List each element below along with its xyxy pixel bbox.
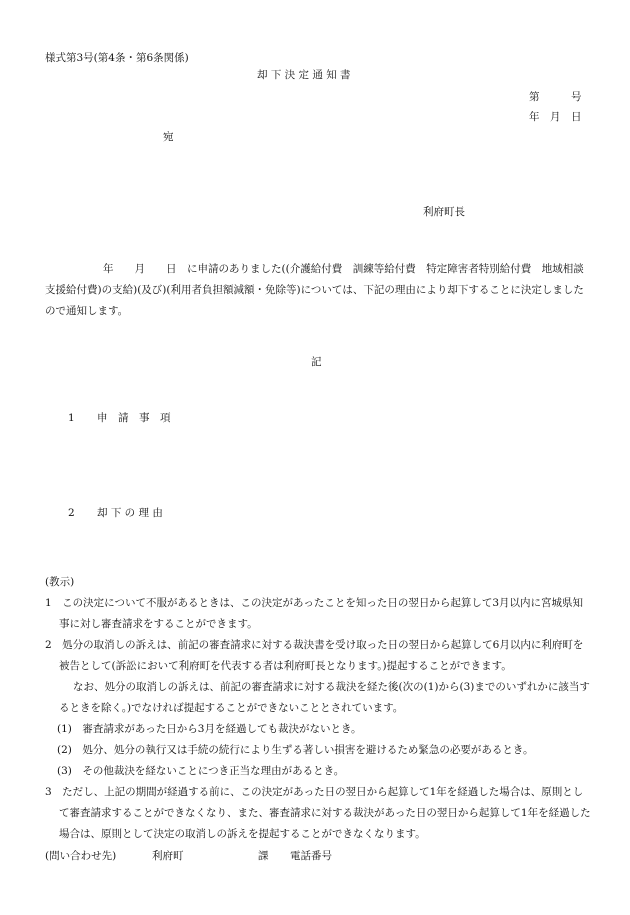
notice-sub-3: (3) その他裁決を経ないことにつき正当な理由があるとき。 [57, 765, 345, 777]
notice-sub-2: (2) 処分、処分の執行又は手続の続行により生ずる著しい損害を避けるため緊急の必要があるとき。 [57, 744, 534, 756]
document-number: 第 号 [529, 91, 582, 103]
body-lead: 年 月 日 に申請のありました((介護給付費 訓練等給付費 特定障害者特別給付費 地域相談支援給付費)の支給)(及び)(利用者負担額減額・免除等)については、下記の理由により却下することに決定しましたので通知します。 [45, 263, 584, 317]
item-1-label: 申 請 事 項 [97, 412, 171, 424]
item-1-number: 1 [68, 412, 75, 424]
ki-heading: 記 [311, 356, 322, 368]
item-2-number: 2 [68, 507, 75, 519]
notice-paragraph-2b: なお、処分の取消しの訴えは、前記の審査請求に対する裁決を経た後(次の(1)から(3)までのいずれかに該当するときを除く。)でなければ提起することができないこととされています。 [59, 681, 590, 714]
notice-sub-1: (1) 審査請求があった日から3月を経過しても裁決がないとき。 [57, 723, 362, 735]
notice-section [45, 572, 593, 845]
contact-label: (問い合わせ先) [45, 850, 117, 862]
sender-name: 利府町長 [423, 206, 465, 218]
body-text [45, 259, 593, 322]
item-2-label: 却 下 の 理 由 [97, 507, 163, 519]
form-label: 様式第3号(第4条・第6条関係) [45, 52, 189, 64]
contact-phone-label: 電話番号 [290, 850, 332, 862]
addressee-suffix: 宛 [163, 131, 174, 143]
notice-paragraph-1: 1 この決定について不服があるときは、この決定があったことを知った日の翌日から起算して3月以内に宮城県知事に対し審査請求をすることができます。 [45, 597, 584, 630]
contact-section: 課 [258, 850, 269, 862]
notice-paragraph-3: 3 ただし、上記の期間が経過する前に、この決定があった日の翌日から起算して1年を経過した場合は、原則として審査請求することができなくなり、また、審査請求に対する裁決があった日の翌日から起算して1年を経過した場合は、原則として決定の取消しの訴えを提起することができなくなります。 [45, 786, 591, 840]
contact-town: 利府町 [152, 850, 184, 862]
document-title: 却 下 決 定 通 知 書 [257, 69, 351, 81]
notice-heading: (教示) [45, 576, 75, 588]
document-date: 年 月 日 [529, 111, 582, 123]
notice-paragraph-2: 2 処分の取消しの訴えは、前記の審査請求に対する裁決書を受け取った日の翌日から起算して6月以内に利府町を被告として(訴訟において利府町を代表する者は利府町長となります。)提起することができます。 [45, 639, 584, 672]
